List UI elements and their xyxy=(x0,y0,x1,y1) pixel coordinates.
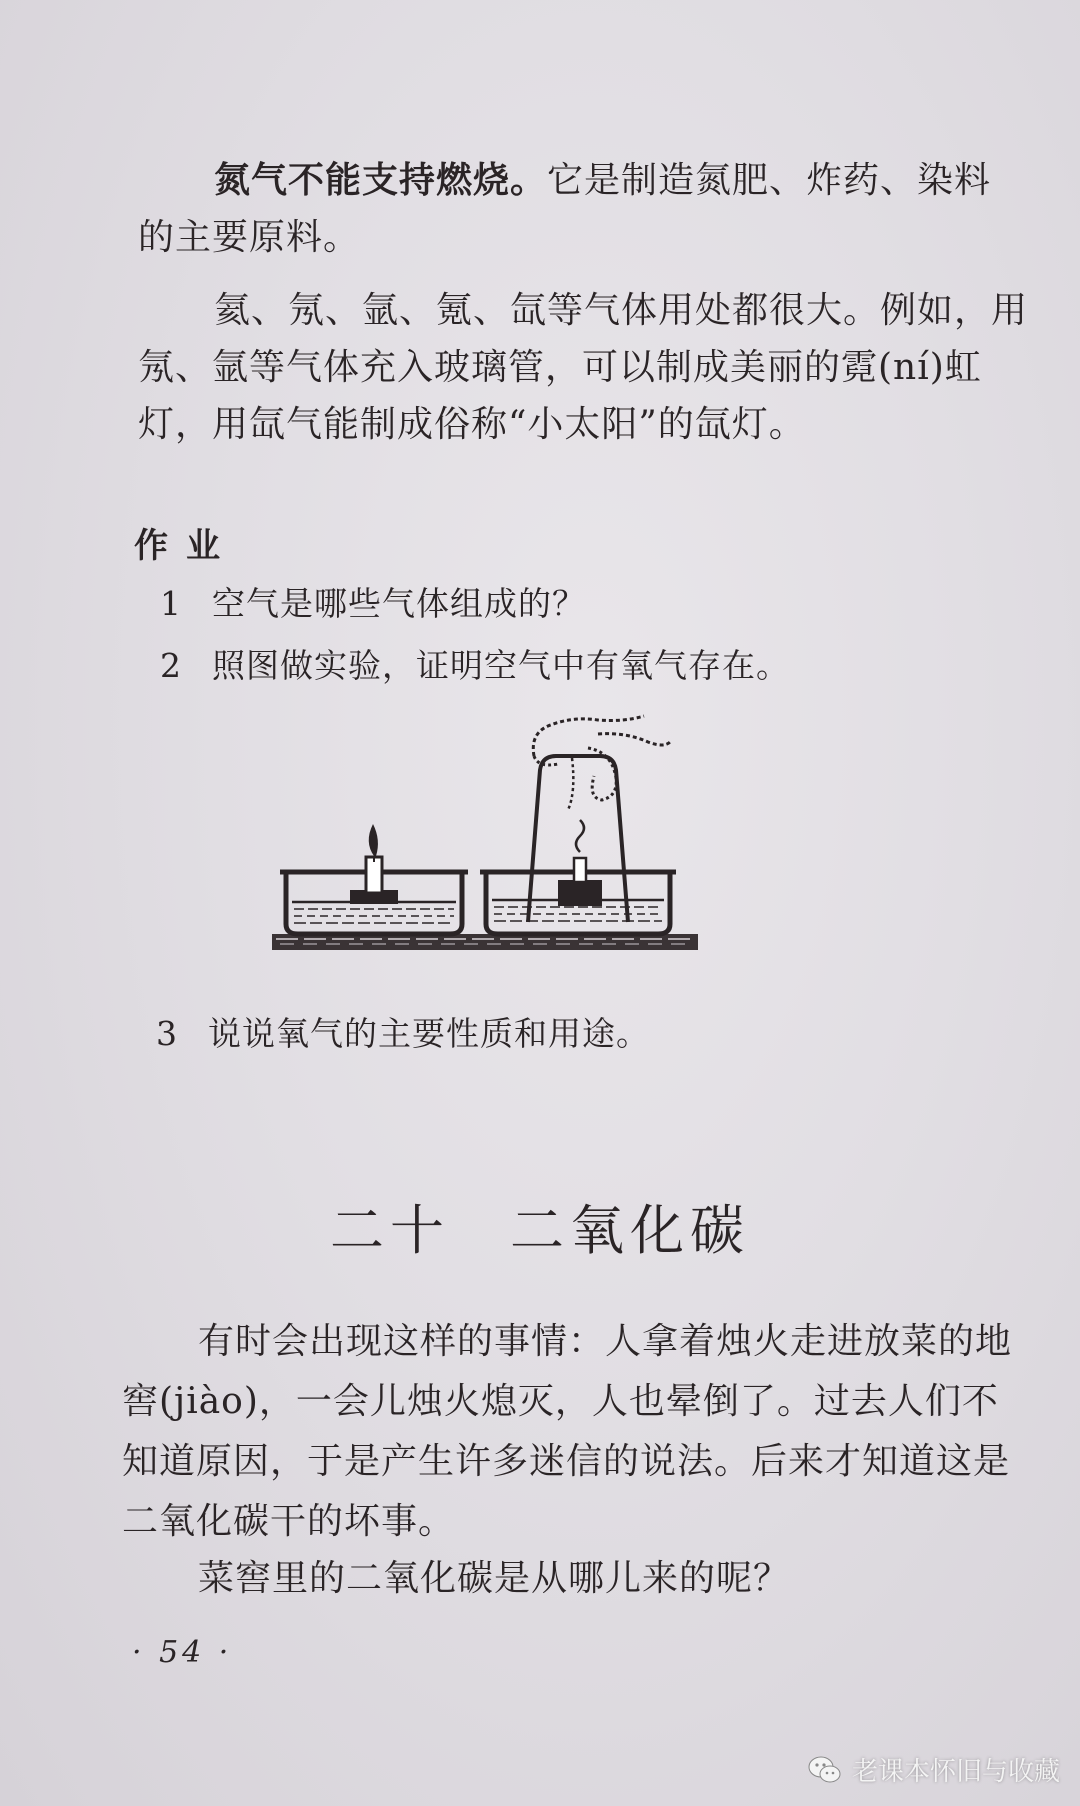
watermark xyxy=(808,1751,1060,1788)
lesson-paragraph-2: 菜窖里的二氧化碳是从哪儿来的呢？ xyxy=(198,1558,791,1599)
homework-item-1 xyxy=(160,578,586,625)
homework-item-text: 照图做实验，证明空气中有氧气存在。 xyxy=(212,646,790,685)
left-basin-candle xyxy=(280,824,468,934)
watermark-text: 老课本怀旧与收藏 xyxy=(851,1757,1060,1787)
right-basin-jar-candle xyxy=(480,716,676,934)
homework-title: 作业 xyxy=(134,526,238,566)
homework-item-2 xyxy=(160,640,790,687)
lesson-title: 二十 二氧化碳 xyxy=(330,1199,750,1262)
nitrogen-rest-text: 它是制造氮肥、炸药、染料的主要原料。 xyxy=(138,160,992,258)
homework-item-3 xyxy=(156,1008,650,1055)
homework-item-number: 3 xyxy=(156,1014,178,1053)
homework-item-text: 说说氧气的主要性质和用途。 xyxy=(208,1014,650,1053)
wechat-icon xyxy=(808,1755,842,1785)
nitrogen-bold-sentence: 氮气不能支持燃烧。 xyxy=(214,159,548,201)
experiment-illustration xyxy=(272,712,712,980)
nitrogen-paragraph xyxy=(138,152,1028,266)
page-number: · 54 · xyxy=(132,1635,233,1670)
lesson-paragraph-1: 有时会出现这样的事情：人拿着烛火走进放菜的地窖(jiào)，一会儿烛火熄灭，人也晕倒了。过去人们不知道原因，于是产生许多迷信的说法。后来才知道这是二氧化碳干的坏事。 xyxy=(122,1321,1013,1542)
homework-item-text: 空气是哪些气体组成的？ xyxy=(212,584,586,623)
homework-item-number: 1 xyxy=(160,584,182,623)
homework-item-number: 2 xyxy=(160,646,182,685)
noble-gases-paragraph: 氦、氖、氩、氪、氙等气体用处都很大。例如，用氖、氩等气体充入玻璃管，可以制成美丽的霓(ní)虹灯，用氙气能制成俗称“小太阳”的氙灯。 xyxy=(138,290,1029,445)
